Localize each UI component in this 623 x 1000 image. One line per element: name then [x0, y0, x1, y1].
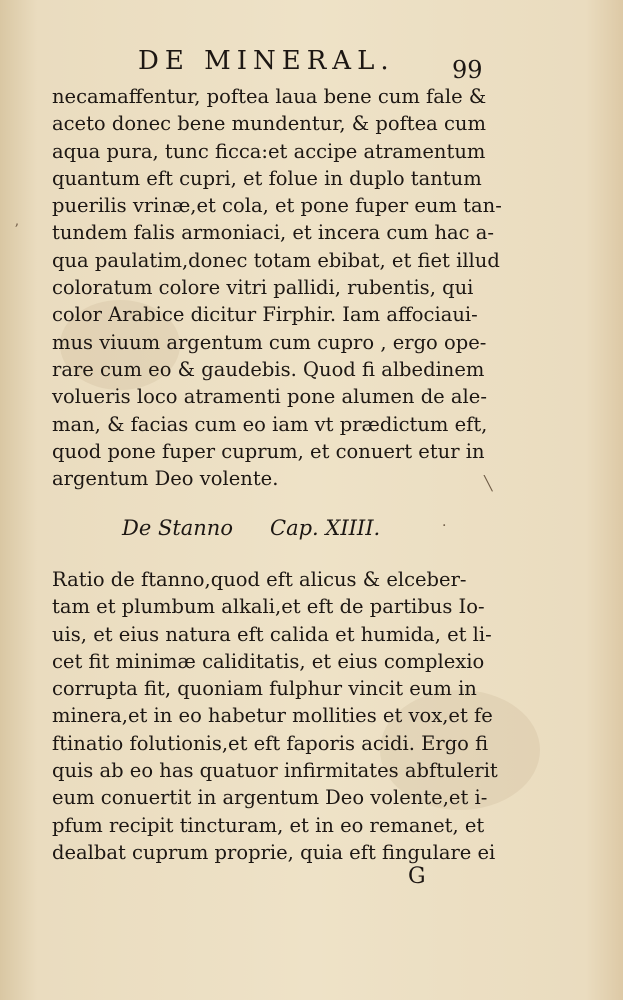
text-line: tundem falis armoniaci, et incera cum hac a-: [52, 221, 495, 245]
text-line: pfum recipit tincturam, et in eo remanet, et: [52, 813, 485, 837]
text-line: ftinatio folutionis,et eft faporis acidi. Ergo fi: [52, 731, 489, 755]
text-line: necamaffentur, poftea laua bene cum fale &: [52, 85, 487, 108]
text-line: corrupta fit, quoniam fulphur vincit eum in: [52, 677, 477, 701]
chapter-title: De Stanno: [122, 516, 233, 540]
text-line: uis, et eius natura eft calida et humida, et li-: [52, 622, 492, 646]
running-title: DE MINERAL.: [138, 46, 395, 76]
text-line: argentum Deo volente.: [52, 467, 279, 491]
text-line: aqua pura, tunc ficca:et accipe atramentum: [52, 139, 486, 163]
chapter-number: Cap. XIIII.: [270, 516, 381, 540]
text-line: tam et plumbum alkali,et eft de partibus Io-: [52, 595, 485, 619]
text-line: puerilis vrinæ,et cola, et pone fuper eum tan-: [52, 194, 502, 218]
text-line: quis ab eo has quatuor infirmitates abftulerit: [52, 759, 498, 783]
signature-mark: G: [408, 864, 426, 889]
text-line: volueris loco atramenti pone alumen de ale-: [52, 385, 487, 409]
text-line: rare cum eo & gaudebis. Quod fi albedinem: [52, 357, 485, 381]
text-line: aceto donec bene mundentur, & poftea cum: [52, 112, 486, 136]
page-number: 99: [452, 56, 483, 84]
margin-speck-icon: ·: [442, 518, 447, 534]
text-line: coloratum colore vitri pallidi, rubentis, qui: [52, 276, 474, 300]
margin-speck-icon: ʼ: [14, 222, 19, 238]
text-line: quantum eft cupri, et folue in duplo tantum: [52, 166, 482, 190]
margin-speck-icon: ╲: [484, 476, 493, 492]
text-line: qua paulatim,donec totam ebibat, et fiet illud: [52, 248, 500, 272]
text-line: Ratio de ftanno,quod eft alicus & elceber-: [52, 568, 467, 591]
text-line: mus viuum argentum cum cupro , ergo ope-: [52, 330, 487, 354]
paragraph-2: [52, 566, 498, 866]
text-line: dealbat cuprum proprie, quia eft fingulare ei: [52, 840, 496, 864]
text-line: eum conuertit in argentum Deo volente,et i-: [52, 786, 488, 810]
text-line: minera,et in eo habetur mollities et vox,et fe: [52, 704, 493, 728]
text-line: cet fit minimæ caliditatis, et eius complexio: [52, 649, 485, 673]
text-line: quod pone fuper cuprum, et conuert etur in: [52, 439, 485, 463]
paragraph-1: [52, 83, 502, 492]
text-line: man, & facias cum eo iam vt prædictum eft,: [52, 412, 488, 436]
text-line: color Arabice dicitur Firphir. Iam affociaui-: [52, 303, 478, 327]
